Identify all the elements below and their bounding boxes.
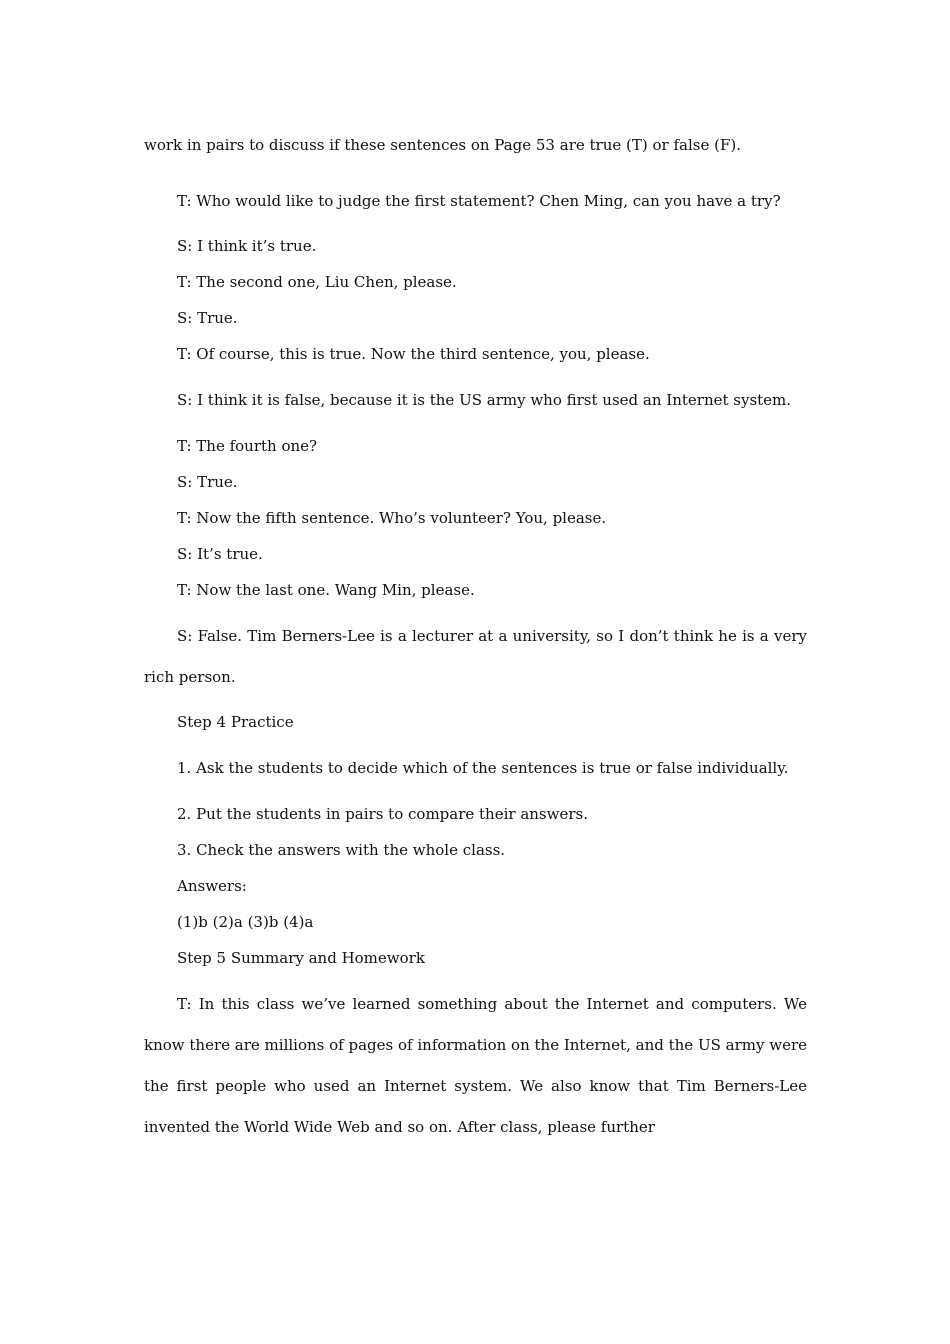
heading-step-5: Step 5 Summary and Homework	[177, 948, 425, 967]
list-item-3: 3. Check the answers with the whole class.	[177, 840, 506, 859]
paragraph-pair-discussion: work in pairs to discuss if these sentences on Page 53 are true (T) or false (F).	[144, 136, 741, 154]
paragraph-student-answer-4: S: True.	[177, 472, 238, 491]
paragraph-student-answer-3: S: I think it is false, because it is the US army who first used an Internet system.	[177, 391, 792, 409]
paragraph-teacher-second: T: The second one, Liu Chen, please.	[177, 273, 457, 291]
answers-values: (1)b (2)a (3)b (4)a	[177, 912, 314, 931]
list-item-2: 2. Put the students in pairs to compare their answers.	[177, 804, 588, 823]
paragraph-student-answer-6: S: False. Tim Berners-Lee is a lecturer at a university, so I don’t think he is a very rich person.	[144, 626, 807, 686]
document-body	[144, 125, 807, 1162]
paragraph-teacher-third: T: Of course, this is true. Now the third sentence, you, please.	[177, 345, 650, 363]
paragraph-teacher-fifth: T: Now the fifth sentence. Who’s volunteer? You, please.	[177, 508, 607, 527]
paragraph-student-answer-1: S: I think it’s true.	[177, 237, 317, 255]
heading-step-4: Step 4 Practice	[177, 713, 294, 731]
paragraph-teacher-first-statement: T: Who would like to judge the first statement? Chen Ming, can you have a try?	[177, 191, 781, 210]
paragraph-summary: T: In this class we’ve learned something about the Internet and computers. We know there are millions of pages of information on the Internet, and the US army were the first people who used an Internet system. We also know that Tim Berners-Lee invented the World Wide Web and so on. After class, please further	[144, 994, 807, 1136]
paragraph-student-answer-5: S: It’s true.	[177, 544, 263, 563]
answers-label: Answers:	[177, 876, 247, 895]
paragraph-teacher-fourth: T: The fourth one?	[177, 436, 318, 455]
list-item-1: 1. Ask the students to decide which of the sentences is true or false individually.	[177, 759, 789, 777]
paragraph-teacher-last: T: Now the last one. Wang Min, please.	[177, 580, 475, 599]
paragraph-student-answer-2: S: True.	[177, 309, 238, 327]
